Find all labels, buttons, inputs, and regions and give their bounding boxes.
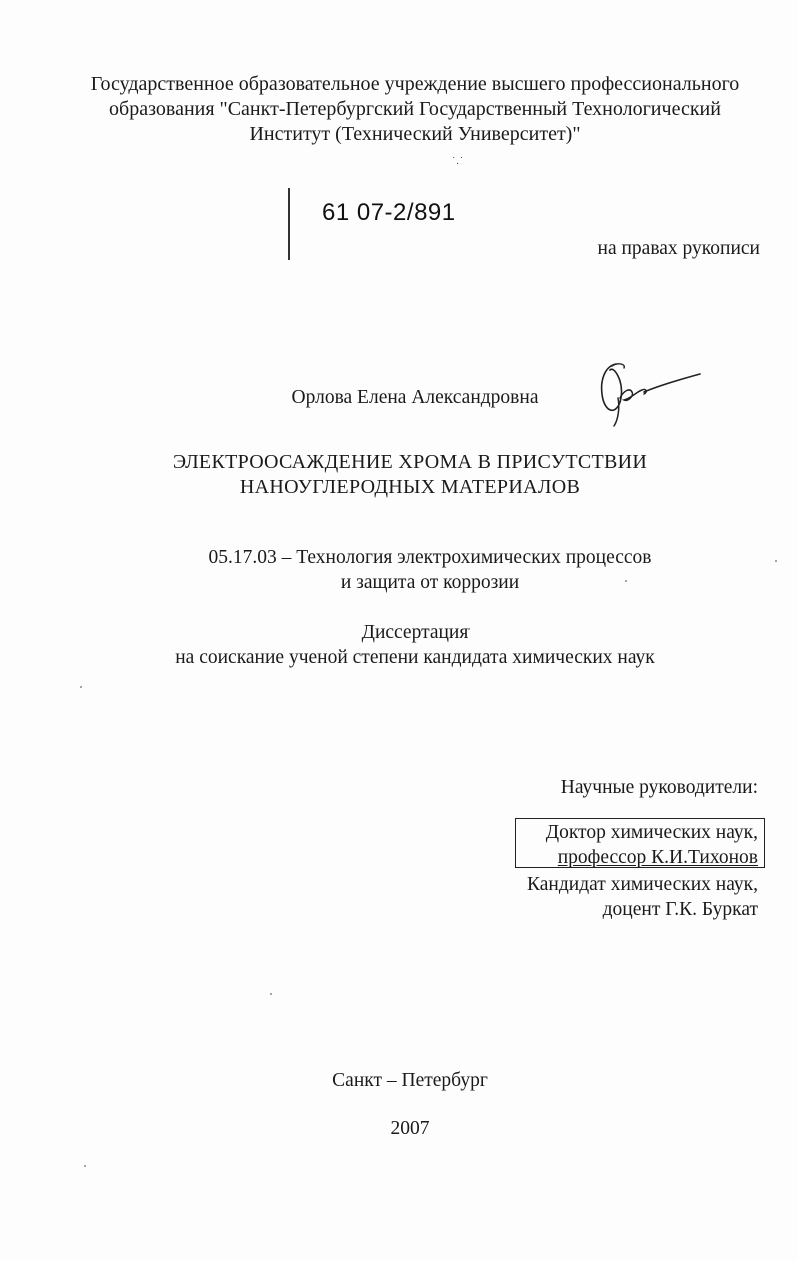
specialty-block — [130, 545, 730, 595]
scan-speck — [84, 1165, 86, 1167]
advisor-1 — [518, 820, 758, 870]
stamp-mark: ˙.˙ — [452, 156, 465, 167]
specialty-line-1: 05.17.03 – Технология электрохимических процессов — [208, 547, 652, 568]
advisor-2-name: доцент Г.К. Буркат — [602, 899, 758, 920]
advisor-1-name: профессор К.И.Тихонов — [557, 847, 758, 868]
city: Санкт – Петербург — [332, 1070, 488, 1091]
specialty-line-2: и защита от коррозии — [340, 572, 520, 593]
document-type-line-2: на соискание ученой степени кандидата химических наук — [175, 647, 655, 668]
document-type-line-1: Диссертация — [361, 622, 469, 643]
rights-note: на правах рукописи — [597, 238, 760, 259]
institution-block — [60, 72, 770, 147]
scan-speck — [775, 560, 777, 562]
advisors-heading: Научные руководители: — [560, 777, 758, 798]
advisor-2-degree: Кандидат химических наук, — [527, 874, 758, 895]
author-name: Орлова Елена Александровна — [291, 387, 539, 408]
institution-line-1: Государственное образовательное учреждение высшего профессионального — [90, 73, 740, 95]
advisor-1-degree: Доктор химических наук, — [545, 822, 758, 843]
signature-graphic — [588, 358, 703, 428]
author-signature — [588, 358, 703, 433]
scan-speck — [80, 686, 82, 688]
title-line-1: ЭЛЕКТРООСАЖДЕНИЕ ХРОМА В ПРИСУТСТВИИ — [172, 451, 648, 473]
title-line-2: НАНОУГЛЕРОДНЫХ МАТЕРИАЛОВ — [239, 476, 581, 498]
scan-speck — [468, 628, 470, 630]
institution-line-3: Институт (Технический Университет)" — [249, 123, 581, 145]
registry-number: 61 07-2/891 — [322, 199, 456, 226]
scan-speck — [270, 993, 272, 995]
dissertation-title — [110, 450, 710, 500]
institution-line-2: образования "Санкт-Петербургский Государственный Технологический — [109, 98, 721, 120]
year: 2007 — [390, 1118, 430, 1139]
document-type-block — [100, 620, 730, 670]
scan-speck — [625, 580, 627, 582]
registry-divider — [288, 188, 290, 260]
advisor-2 — [470, 872, 758, 922]
